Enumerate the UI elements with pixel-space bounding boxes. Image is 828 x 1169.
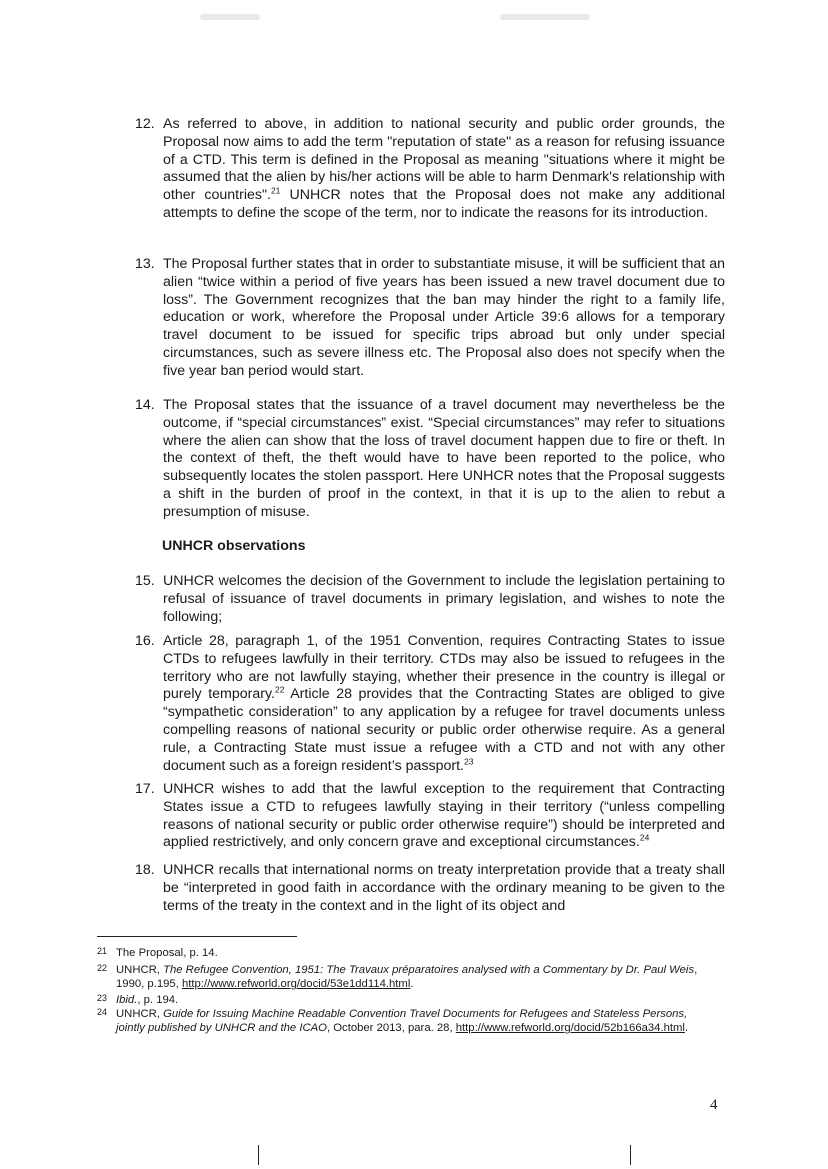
paragraph-text: As referred to above, in addition to national security and public order grounds, the Proposal now aims to add the term "reputation of state" as a reason for refusing issuance of a CTD. This term is defined in the Proposal as meaning "situations where it might be assumed that the alien by his/her actions will be able to harm Denmark's relationship with other countries". xyxy=(163,116,725,204)
paragraph-number: 14. xyxy=(135,397,155,413)
citation-title: Guide for Issuing Machine Readable Convention Travel Documents for Refugees and Stateless Persons, jointly published by UNHCR and the ICAO xyxy=(116,1008,688,1035)
footnote-text: . xyxy=(410,978,414,991)
paragraph-text: Article 28 provides that the Contracting States are obliged to give “sympathetic consideration” to any application by a refugee for travel documents unless compelling reasons of national security or public order otherwise require. As a general rule, a Contracting State must issue a refugee with a CTD and not with any other document such as a foreign resident’s passport. xyxy=(163,686,725,774)
paragraph-text: UNHCR notes that the Proposal does not make any additional attempts to define the scope of the term, nor to indicate the reasons for its introduction. xyxy=(163,187,726,221)
paragraph-text: UNHCR wishes to add that the lawful exception to the requirement that Contracting States issue a CTD to refugees lawfully staying in their territory (“unless compelling reasons of national security or public order otherwise require”) should be interpreted and applied restrictively, and only concern grave and exceptional circumstances. xyxy=(163,781,725,851)
footnote-text: The Proposal, p. 14. xyxy=(116,947,218,959)
reference-link[interactable]: http://www.refworld.org/docid/52b166a34.html xyxy=(455,1022,685,1035)
footnote-text: , 1990, p.195, xyxy=(116,964,698,991)
footnote-text: UNHCR, xyxy=(116,1008,164,1020)
footnote-ref: 21 xyxy=(270,185,281,196)
paragraph-number: 12. xyxy=(135,116,155,132)
footnote-24 xyxy=(97,1007,717,1035)
paragraph-14 xyxy=(135,397,725,522)
scan-artifact xyxy=(500,14,590,20)
footnote-number: 21 xyxy=(97,946,108,956)
footnote-separator xyxy=(97,936,297,937)
scan-artifact xyxy=(258,1145,259,1165)
citation-title: Ibid. xyxy=(116,994,138,1006)
paragraph-13 xyxy=(135,256,725,381)
paragraph-text: UNHCR recalls that international norms on treaty interpretation provide that a treaty shall be “interpreted in good faith in accordance with the ordinary meaning to be given to the terms of the treaty in the context and in the light of its object and xyxy=(163,862,725,914)
footnote-number: 23 xyxy=(97,993,108,1003)
footnote-text: . xyxy=(684,1022,689,1035)
citation-title: The Refugee Convention, 1951: The Travaux préparatoires analysed with a Commentary by Dr. Paul Weis xyxy=(163,964,695,976)
paragraph-12 xyxy=(135,116,725,223)
paragraph-number: 13. xyxy=(135,256,155,272)
paragraph-text: UNHCR welcomes the decision of the Government to include the legislation pertaining to refusal of issuance of travel documents in primary legislation, and wishes to note the following; xyxy=(163,573,725,625)
section-heading: UNHCR observations xyxy=(162,538,306,554)
footnote-number: 24 xyxy=(97,1007,108,1017)
footnote-text: UNHCR, xyxy=(116,964,164,976)
paragraph-number: 16. xyxy=(135,633,155,649)
footnote-number: 22 xyxy=(97,963,108,973)
paragraph-number: 15. xyxy=(135,573,155,589)
paragraph-text: The Proposal further states that in order to substantiate misuse, it will be sufficient that an alien “twice within a period of five years has been issued a new travel document due to loss”. The Government recognizes that the ban may hinder the right to a family life, education or work, wherefore the Proposal under Article 39:6 allows for a temporary travel document to be issued for specific trips abroad but only under special circumstances, such as severe illness etc. The Proposal also does not specify when the five year ban period would start. xyxy=(163,256,725,379)
paragraph-18 xyxy=(135,862,725,915)
paragraph-text: Article 28, paragraph 1, of the 1951 Convention, requires Contracting States to issue CTDs to refugees lawfully in their territory. CTDs may also be issued to refugees in the territory who are not lawfully staying, whether their presence in the country is illegal or purely temporary. xyxy=(163,633,725,703)
footnote-ref: 23 xyxy=(464,755,474,766)
page-number: 4 xyxy=(710,1097,718,1113)
paragraph-15 xyxy=(135,573,725,626)
scan-artifact xyxy=(200,14,260,20)
footnote-22 xyxy=(97,963,717,991)
footnote-ref: 24 xyxy=(639,832,650,843)
paragraph-text: The Proposal states that the issuance of a travel document may nevertheless be the outcome, if “special circumstances” exist. “Special circumstances” may refer to situations where the alien can show that the loss of travel document happen due to fire or theft. In the context of theft, the theft would have to have been reported to the police, who subsequently locates the stolen passport. Here UNHCR notes that the Proposal suggests a shift in the burden of proof in the context, in that it is up to the alien to rebut a presumption of misuse. xyxy=(163,397,725,520)
reference-link[interactable]: http://www.refworld.org/docid/53e1dd114.html xyxy=(181,978,411,991)
paragraph-number: 18. xyxy=(135,862,155,878)
paragraph-16 xyxy=(135,633,725,775)
footnote-text: , p. 194. xyxy=(137,994,179,1006)
footnote-ref: 22 xyxy=(274,684,285,695)
paragraph-number: 17. xyxy=(135,781,155,797)
footnote-text: , October 2013, para. 28, xyxy=(326,1022,456,1035)
footnote-21 xyxy=(97,946,717,960)
paragraph-17 xyxy=(135,781,725,852)
footnote-23 xyxy=(97,993,717,1007)
scan-artifact xyxy=(630,1145,631,1165)
